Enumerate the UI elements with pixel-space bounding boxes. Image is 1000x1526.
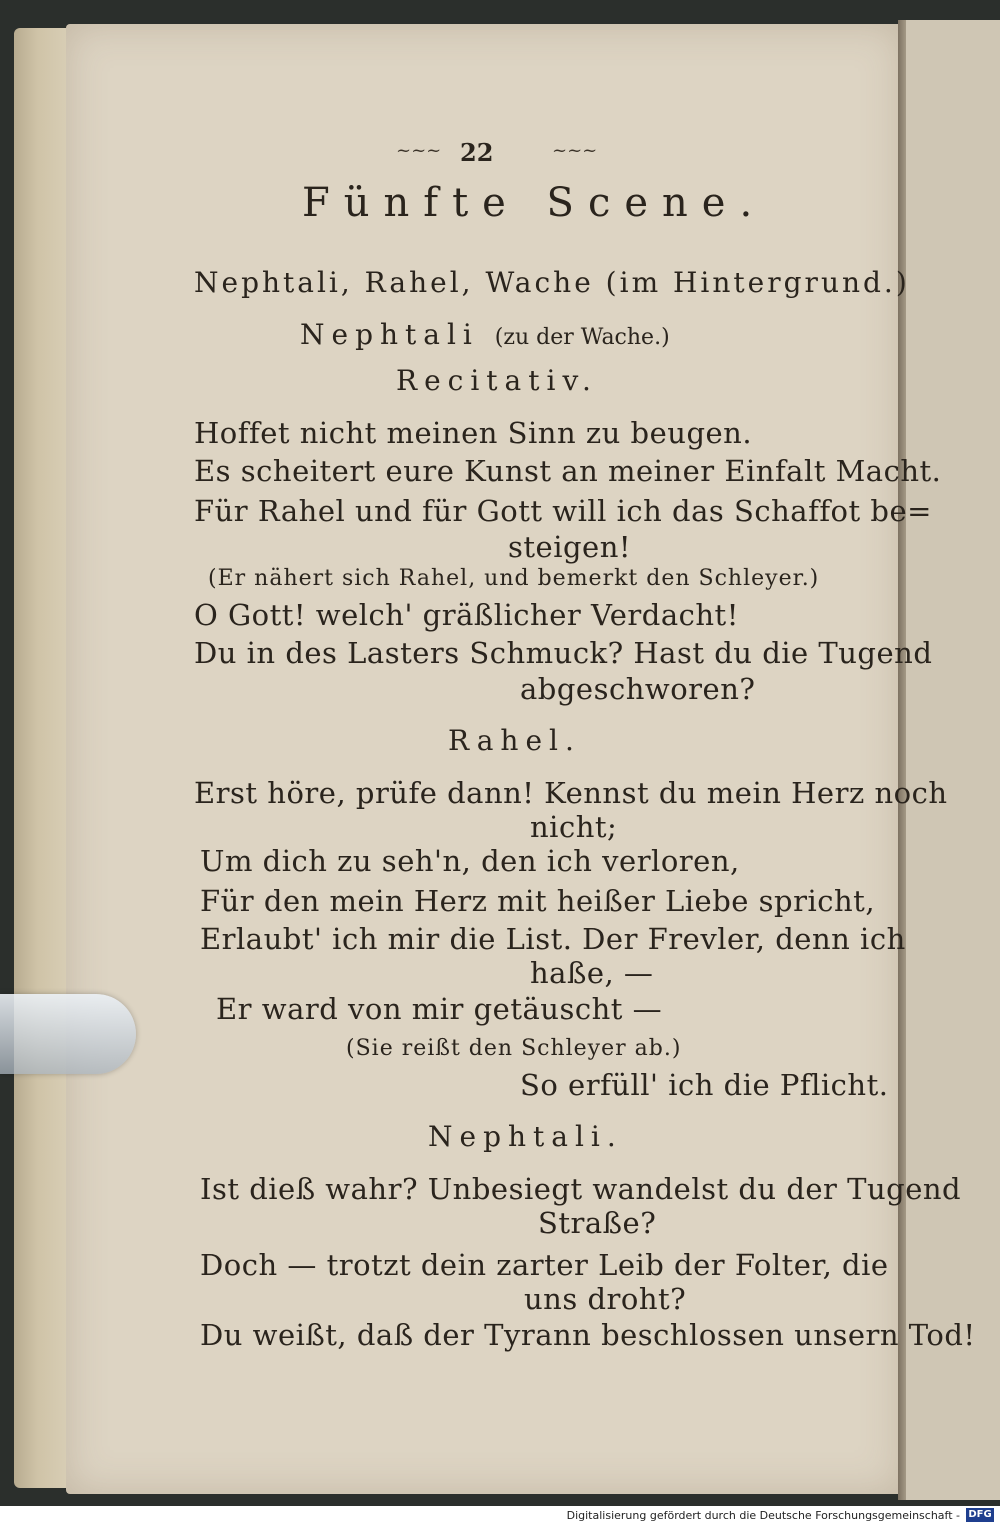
speaker-name: Nephtali [300,318,479,351]
persons-line: Nephtali, Rahel, Wache (im Hintergrund.) [194,266,910,299]
verse-line: nicht; [530,810,618,844]
verse-line: Er ward von mir getäuscht — [216,992,663,1026]
stage-direction: (zu der Wache.) [494,325,670,350]
funding-note: Digitalisierung gefördert durch die Deutsche Forschungsgemeinschaft - [566,1509,960,1522]
recitativ-heading: Recitativ. [396,364,598,397]
page-clip [0,994,136,1074]
verse-line: Es scheitert eure Kunst an meiner Einfalt Macht. [194,454,942,488]
page-number: 22 [460,138,494,167]
verse-line: Erlaubt' ich mir die List. Der Frevler, denn ich [200,922,906,956]
speaker-rahel: Rahel. [448,724,581,757]
verse-line: Ist dieß wahr? Unbesiegt wandelst du der Tugend [200,1172,962,1206]
verse-line: O Gott! welch' gräßlicher Verdacht! [194,598,739,632]
page-edges [14,28,72,1488]
verse-line: Doch — trotzt dein zarter Leib der Folter, die [200,1248,889,1282]
verse-line: haße, — [530,956,654,990]
stage-direction: (Er nähert sich Rahel, und bemerkt den Schleyer.) [208,566,820,591]
scene-title: Fünfte Scene. [302,180,767,226]
verse-line: Um dich zu seh'n, den ich verloren, [200,844,740,878]
stage-direction: (Sie reißt den Schleyer ab.) [346,1036,682,1061]
verse-line: Hoffet nicht meinen Sinn zu beugen. [194,416,753,450]
verse-line: Du weißt, daß der Tyrann beschlossen unsern Tod! [200,1318,976,1352]
verse-line: uns droht? [524,1282,687,1316]
dfg-logo-icon: DFG [966,1508,994,1522]
verse-line: Für Rahel und für Gott will ich das Schaffot be= [194,494,932,528]
verse-line: So erfüll' ich die Pflicht. [520,1068,889,1102]
verse-line: abgeschworen? [520,672,756,706]
facing-page [906,20,1000,1500]
verse-line: steigen! [508,530,632,564]
speaker-nephtali-2: Nephtali. [428,1120,623,1153]
verse-line: Erst höre, prüfe dann! Kennst du mein Herz noch [194,776,948,810]
speaker-nephtali [300,318,670,351]
verse-line: Für den mein Herz mit heißer Liebe spricht, [200,884,876,918]
ornament-right: ~~~ [552,140,598,161]
verse-line: Du in des Lasters Schmuck? Hast du die Tugend [194,636,933,670]
ornament-left: ~~~ [396,140,442,161]
verse-line: Straße? [538,1206,657,1240]
